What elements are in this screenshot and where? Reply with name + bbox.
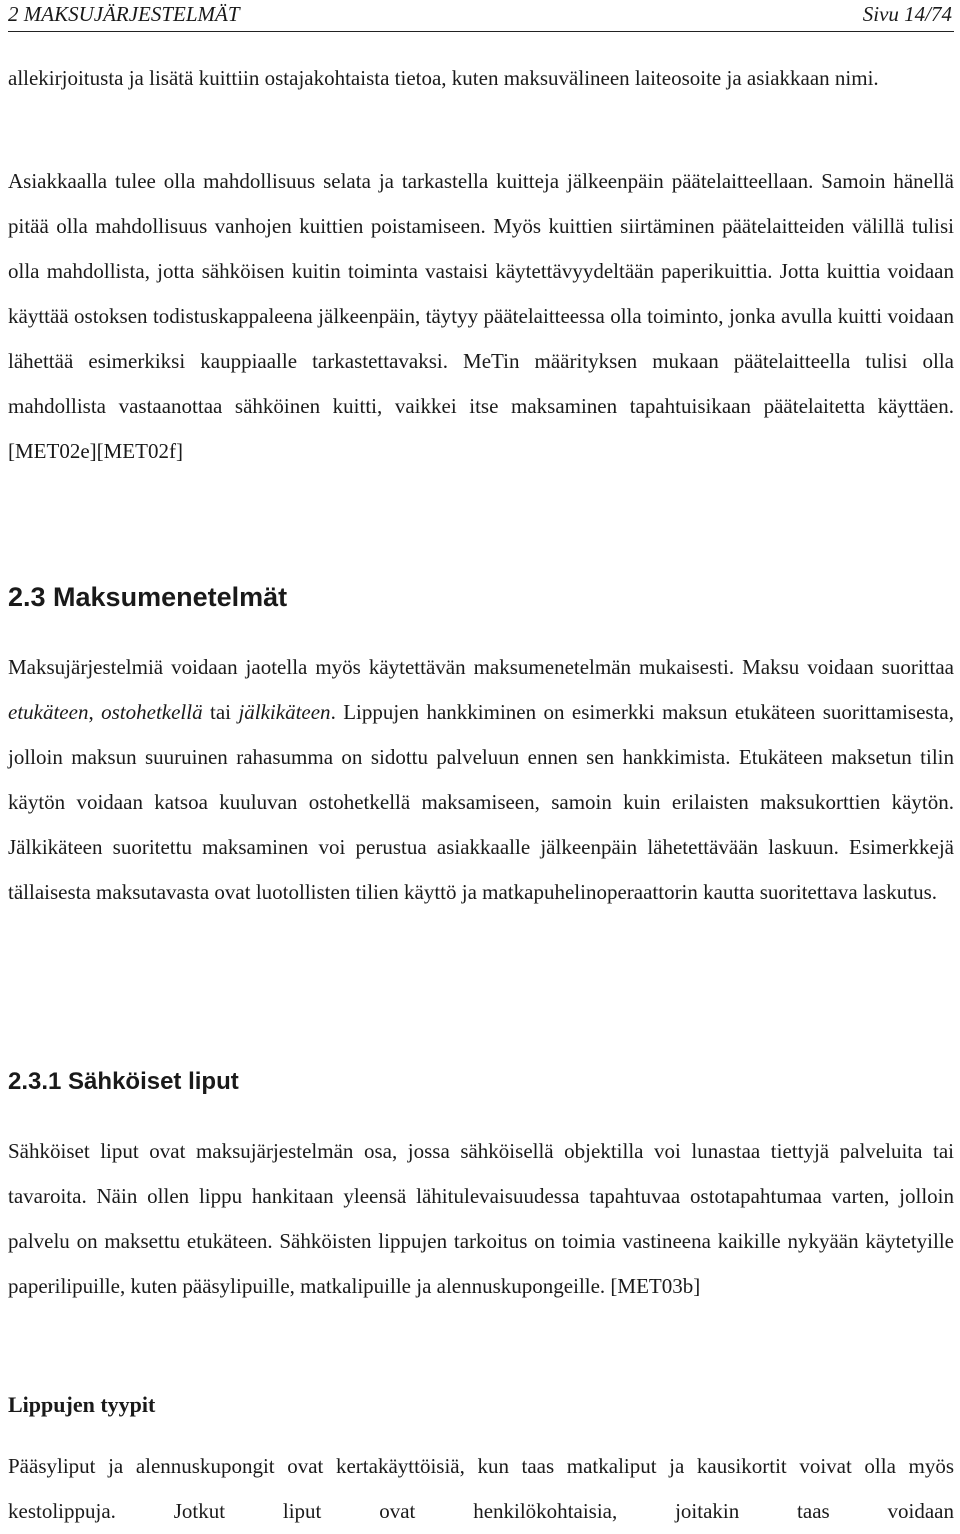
page-header xyxy=(8,0,954,32)
ticket-types-heading: Lippujen tyypit xyxy=(8,1392,156,1417)
emphasis-term: ostohetkellä xyxy=(101,700,203,724)
chapter-title: 2 MAKSUJÄRJESTELMÄT xyxy=(8,2,240,26)
paragraph-electronic-tickets: Sähköiset liput ovat maksujärjestelmän osa, jossa sähköisellä objektilla voi lunastaa tiettyjä palveluita tai tavaroita. Näin ollen lippu hankitaan yleensä lähitulevaisuudessa tapahtuvaa ostotapahtumaa varten, jolloin palvelu on maksettu etukäteen. Sähköisten lippujen tarkoitus on toimia vastineena kaikille nykyään käytetyille paperilipuille, kuten pääsylipuille, matkalipuille ja alennuskupongeille. [MET03b] xyxy=(8,1139,954,1298)
page-number: Sivu 14/74 xyxy=(862,2,952,26)
document-page xyxy=(8,0,954,1523)
text-segment: . Lippujen hankkiminen on esimerkki maksun etukäteen suorittamisesta, jolloin maksun suuruinen rahasumma on sidottu palveluun ennen sen hankkimista. Etukäteen maksetun tilin käytön voidaan katsoa kuuluvan ostohetkellä maksamiseen, samoin kuin erilaisten maksukorttien käytön. Jälkikäteen suoritettu maksaminen voi perustua asiakkaalle jälkeenpäin lähetettävään laskuun. Esimerkkejä tällaisesta maksutavasta ovat luotollisten tilien käyttö ja matkapuhelinoperaattorin kautta suoritettava laskutus. xyxy=(8,700,954,904)
emphasis-term: etukäteen xyxy=(8,700,89,724)
paragraph-payment-methods xyxy=(8,645,954,915)
section-heading: 2.3 Maksumenetelmät xyxy=(8,582,288,612)
subsection-heading: 2.3.1 Sähköiset liput xyxy=(8,1068,239,1095)
emphasis-term: jälkikäteen xyxy=(238,700,331,724)
paragraph-ticket-types: Pääsyliput ja alennuskupongit ovat kertakäyttöisiä, kun taas matkaliput ja kausikortit voivat olla myös kestolippuja. Jotkut liput ovat henkilökohtaisia, joitakin taas voidaan xyxy=(8,1454,954,1523)
text-segment: Maksujärjestelmiä voidaan jaotella myös käytettävän maksumenetelmän mukaisesti. Maksu voidaan suorittaa xyxy=(8,655,954,679)
text-segment: tai xyxy=(202,700,239,724)
paragraph-receipt-browsing: Asiakkaalla tulee olla mahdollisuus selata ja tarkastella kuitteja jälkeenpäin päätelaitteellaan. Samoin hänellä pitää olla mahdollisuus vanhojen kuittien poistamiseen. Myös kuittien siirtäminen päätelaitteiden välillä tulisi olla mahdollista, jotta sähköisen kuitin toiminta vastaisi käytettävyydeltään paperikuittia. Jotta kuittia voidaan käyttää ostoksen todistuskappaleena jälkeenpäin, täytyy päätelaitteessa olla toiminto, jonka avulla kuitti voidaan lähettää esimerkiksi kauppiaalle tarkastettavaksi. MeTin määrityksen mukaan päätelaitteella tulisi olla mahdollista vastaanottaa sähköinen kuitti, vaikkei itse maksaminen tapahtuisikaan päätelaitetta käyttäen. [MET02e][MET02f] xyxy=(8,169,954,463)
paragraph-receipt-info: allekirjoitusta ja lisätä kuittiin ostajakohtaista tietoa, kuten maksuvälineen laiteosoite ja asiakkaan nimi. xyxy=(8,66,879,90)
text-segment: , xyxy=(88,700,102,724)
